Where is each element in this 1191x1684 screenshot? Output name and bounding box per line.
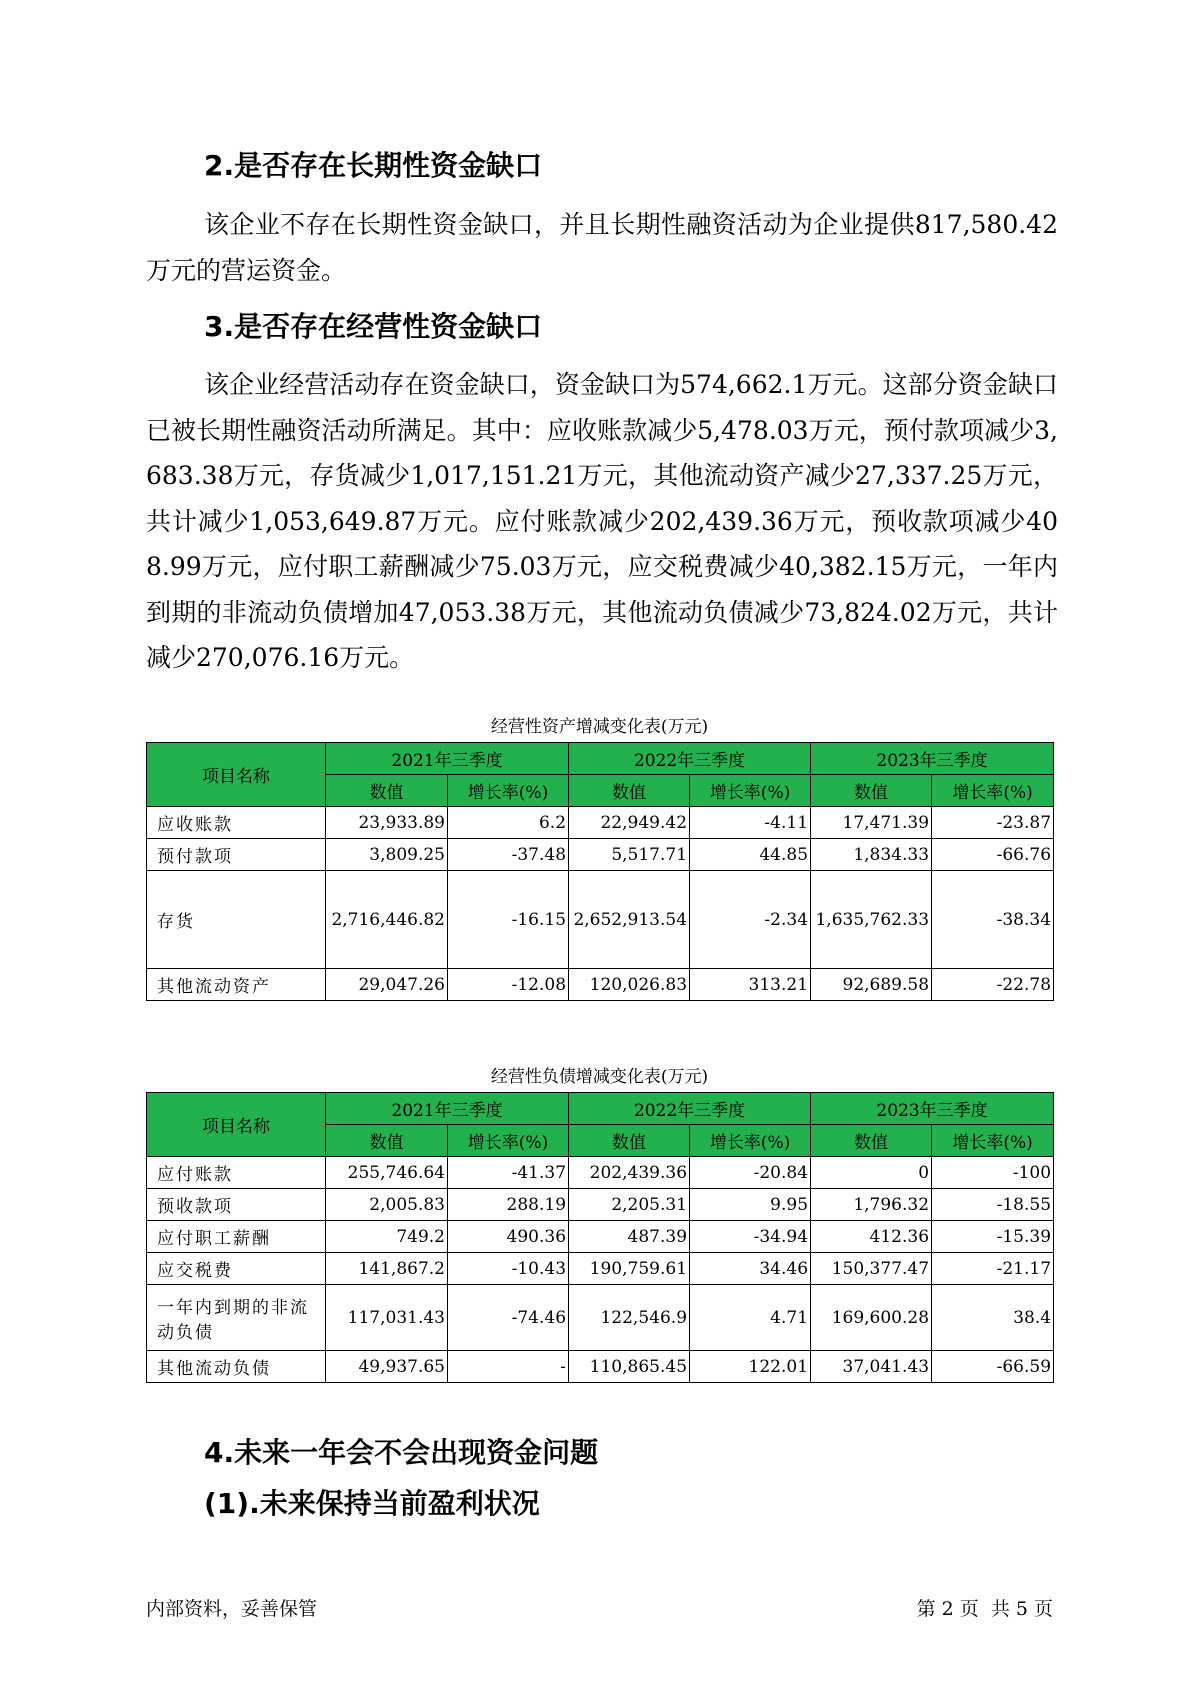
cell-value-2023: 169,600.28 xyxy=(811,1285,932,1351)
cell-value-2023: 0 xyxy=(811,1157,932,1189)
header-period-2022: 2022年三季度 xyxy=(569,743,811,775)
header-period-2021: 2021年三季度 xyxy=(326,1093,569,1125)
cell-growth-2023: 38.4 xyxy=(932,1285,1054,1351)
liabilities-table-caption: 经营性负债增减变化表(万元) xyxy=(490,1067,709,1087)
table-row xyxy=(147,1157,1054,1189)
row-label: 一年内到期的非流动负债 xyxy=(147,1285,326,1351)
cell-growth-2021: - xyxy=(448,1351,569,1383)
cell-growth-2021: -37.48 xyxy=(448,839,569,871)
cell-growth-2022: -20.84 xyxy=(690,1157,811,1189)
assets-table-caption: 经营性资产增减变化表(万元) xyxy=(490,717,709,737)
cell-value-2021: 3,809.25 xyxy=(326,839,448,871)
row-label: 应交税费 xyxy=(147,1253,326,1285)
cell-value-2021: 141,867.2 xyxy=(326,1253,448,1285)
cell-growth-2021: -74.46 xyxy=(448,1285,569,1351)
header-growth: 增长率(%) xyxy=(690,1125,811,1157)
header-value: 数值 xyxy=(326,1125,448,1157)
cell-value-2022: 2,652,913.54 xyxy=(569,871,690,969)
cell-growth-2023: -23.87 xyxy=(932,807,1054,839)
section-4-heading: 4.未来一年会不会出现资金问题 xyxy=(204,1436,599,1469)
cell-growth-2023: -100 xyxy=(932,1157,1054,1189)
header-period-2021: 2021年三季度 xyxy=(326,743,569,775)
row-label: 应付账款 xyxy=(147,1157,326,1189)
cell-value-2022: 487.39 xyxy=(569,1221,690,1253)
header-value: 数值 xyxy=(569,1125,690,1157)
header-value: 数值 xyxy=(811,775,932,807)
table-row xyxy=(147,807,1054,839)
row-label: 存货 xyxy=(147,871,326,969)
cell-growth-2022: 313.21 xyxy=(690,969,811,1001)
cell-growth-2021: 490.36 xyxy=(448,1221,569,1253)
header-growth: 增长率(%) xyxy=(690,775,811,807)
cell-growth-2021: 6.2 xyxy=(448,807,569,839)
cell-value-2021: 749.2 xyxy=(326,1221,448,1253)
cell-value-2022: 110,865.45 xyxy=(569,1351,690,1383)
cell-value-2023: 37,041.43 xyxy=(811,1351,932,1383)
header-growth: 增长率(%) xyxy=(448,1125,569,1157)
table-row xyxy=(147,871,1054,969)
cell-value-2021: 29,047.26 xyxy=(326,969,448,1001)
section-4-subheading: (1).未来保持当前盈利状况 xyxy=(204,1487,540,1520)
cell-growth-2022: 9.95 xyxy=(690,1189,811,1221)
cell-growth-2023: -18.55 xyxy=(932,1189,1054,1221)
cell-growth-2021: -12.08 xyxy=(448,969,569,1001)
header-growth: 增长率(%) xyxy=(932,775,1054,807)
cell-value-2022: 202,439.36 xyxy=(569,1157,690,1189)
cell-value-2022: 22,949.42 xyxy=(569,807,690,839)
cell-growth-2021: 288.19 xyxy=(448,1189,569,1221)
cell-value-2022: 120,026.83 xyxy=(569,969,690,1001)
cell-growth-2021: -41.37 xyxy=(448,1157,569,1189)
row-label: 应收账款 xyxy=(147,807,326,839)
cell-growth-2022: 44.85 xyxy=(690,839,811,871)
cell-growth-2023: -22.78 xyxy=(932,969,1054,1001)
cell-growth-2021: -10.43 xyxy=(448,1253,569,1285)
table-row xyxy=(147,839,1054,871)
cell-value-2023: 1,635,762.33 xyxy=(811,871,932,969)
header-growth: 增长率(%) xyxy=(448,775,569,807)
cell-growth-2023: -66.76 xyxy=(932,839,1054,871)
cell-growth-2022: 122.01 xyxy=(690,1351,811,1383)
cell-value-2022: 2,205.31 xyxy=(569,1189,690,1221)
table-row xyxy=(147,1285,1054,1351)
table-row xyxy=(147,969,1054,1001)
cell-value-2022: 190,759.61 xyxy=(569,1253,690,1285)
cell-value-2022: 5,517.71 xyxy=(569,839,690,871)
header-period-2022: 2022年三季度 xyxy=(569,1093,811,1125)
cell-growth-2022: -4.11 xyxy=(690,807,811,839)
row-label: 预付款项 xyxy=(147,839,326,871)
cell-value-2021: 49,937.65 xyxy=(326,1351,448,1383)
cell-growth-2022: -2.34 xyxy=(690,871,811,969)
header-value: 数值 xyxy=(569,775,690,807)
cell-growth-2022: 4.71 xyxy=(690,1285,811,1351)
cell-growth-2022: -34.94 xyxy=(690,1221,811,1253)
cell-growth-2023: -15.39 xyxy=(932,1221,1054,1253)
cell-value-2023: 17,471.39 xyxy=(811,807,932,839)
row-label: 其他流动资产 xyxy=(147,969,326,1001)
header-item-name: 项目名称 xyxy=(147,743,326,807)
table-row xyxy=(147,1253,1054,1285)
row-label: 预收款项 xyxy=(147,1189,326,1221)
cell-growth-2021: -16.15 xyxy=(448,871,569,969)
header-period-2023: 2023年三季度 xyxy=(811,743,1054,775)
operating-liabilities-table xyxy=(146,1092,1054,1383)
cell-value-2023: 412.36 xyxy=(811,1221,932,1253)
cell-growth-2023: -38.34 xyxy=(932,871,1054,969)
cell-growth-2023: -66.59 xyxy=(932,1351,1054,1383)
section-2-body: 该企业不存在长期性资金缺口，并且长期性融资活动为企业提供817,580.42万元的营运资金。 xyxy=(146,210,1058,285)
section-3-body: 该企业经营活动存在资金缺口，资金缺口为574,662.1万元。这部分资金缺口已被长期性融资活动所满足。其中：应收账款减少5,478.03万元，预付款项减少3,683.38万元，存货减少1,017,151.21万元，其他流动资产减少27,337.25万元，共计减少1,053,649.87万元。应付账款减少202,439.36万元，预收款项减少408.99万元，应付职工薪酬减少75.03万元，应交税费减少40,382.15万元，一年内到期的非流动负债增加47,053.38万元，其他流动负债减少73,824.02万元，共计减少270,076.16万元。 xyxy=(146,370,1058,672)
cell-value-2021: 23,933.89 xyxy=(326,807,448,839)
cell-value-2021: 255,746.64 xyxy=(326,1157,448,1189)
section-3-heading: 3.是否存在经营性资金缺口 xyxy=(204,310,543,343)
cell-value-2023: 1,834.33 xyxy=(811,839,932,871)
cell-growth-2022: 34.46 xyxy=(690,1253,811,1285)
cell-value-2021: 2,005.83 xyxy=(326,1189,448,1221)
footer-confidential: 内部资料，妥善保管 xyxy=(146,1598,318,1620)
cell-value-2022: 122,546.9 xyxy=(569,1285,690,1351)
table-row xyxy=(147,1221,1054,1253)
cell-value-2021: 117,031.43 xyxy=(326,1285,448,1351)
cell-value-2021: 2,716,446.82 xyxy=(326,871,448,969)
header-value: 数值 xyxy=(326,775,448,807)
row-label: 应付职工薪酬 xyxy=(147,1221,326,1253)
cell-value-2023: 1,796.32 xyxy=(811,1189,932,1221)
header-growth: 增长率(%) xyxy=(932,1125,1054,1157)
cell-value-2023: 92,689.58 xyxy=(811,969,932,1001)
footer-page-number: 第 2 页 共 5 页 xyxy=(916,1598,1053,1620)
section-2-heading: 2.是否存在长期性资金缺口 xyxy=(204,149,543,182)
header-value: 数值 xyxy=(811,1125,932,1157)
header-item-name: 项目名称 xyxy=(147,1093,326,1157)
cell-value-2023: 150,377.47 xyxy=(811,1253,932,1285)
cell-growth-2023: -21.17 xyxy=(932,1253,1054,1285)
operating-assets-table xyxy=(146,742,1054,1001)
table-row xyxy=(147,1189,1054,1221)
header-period-2023: 2023年三季度 xyxy=(811,1093,1054,1125)
row-label: 其他流动负债 xyxy=(147,1351,326,1383)
table-row xyxy=(147,1351,1054,1383)
